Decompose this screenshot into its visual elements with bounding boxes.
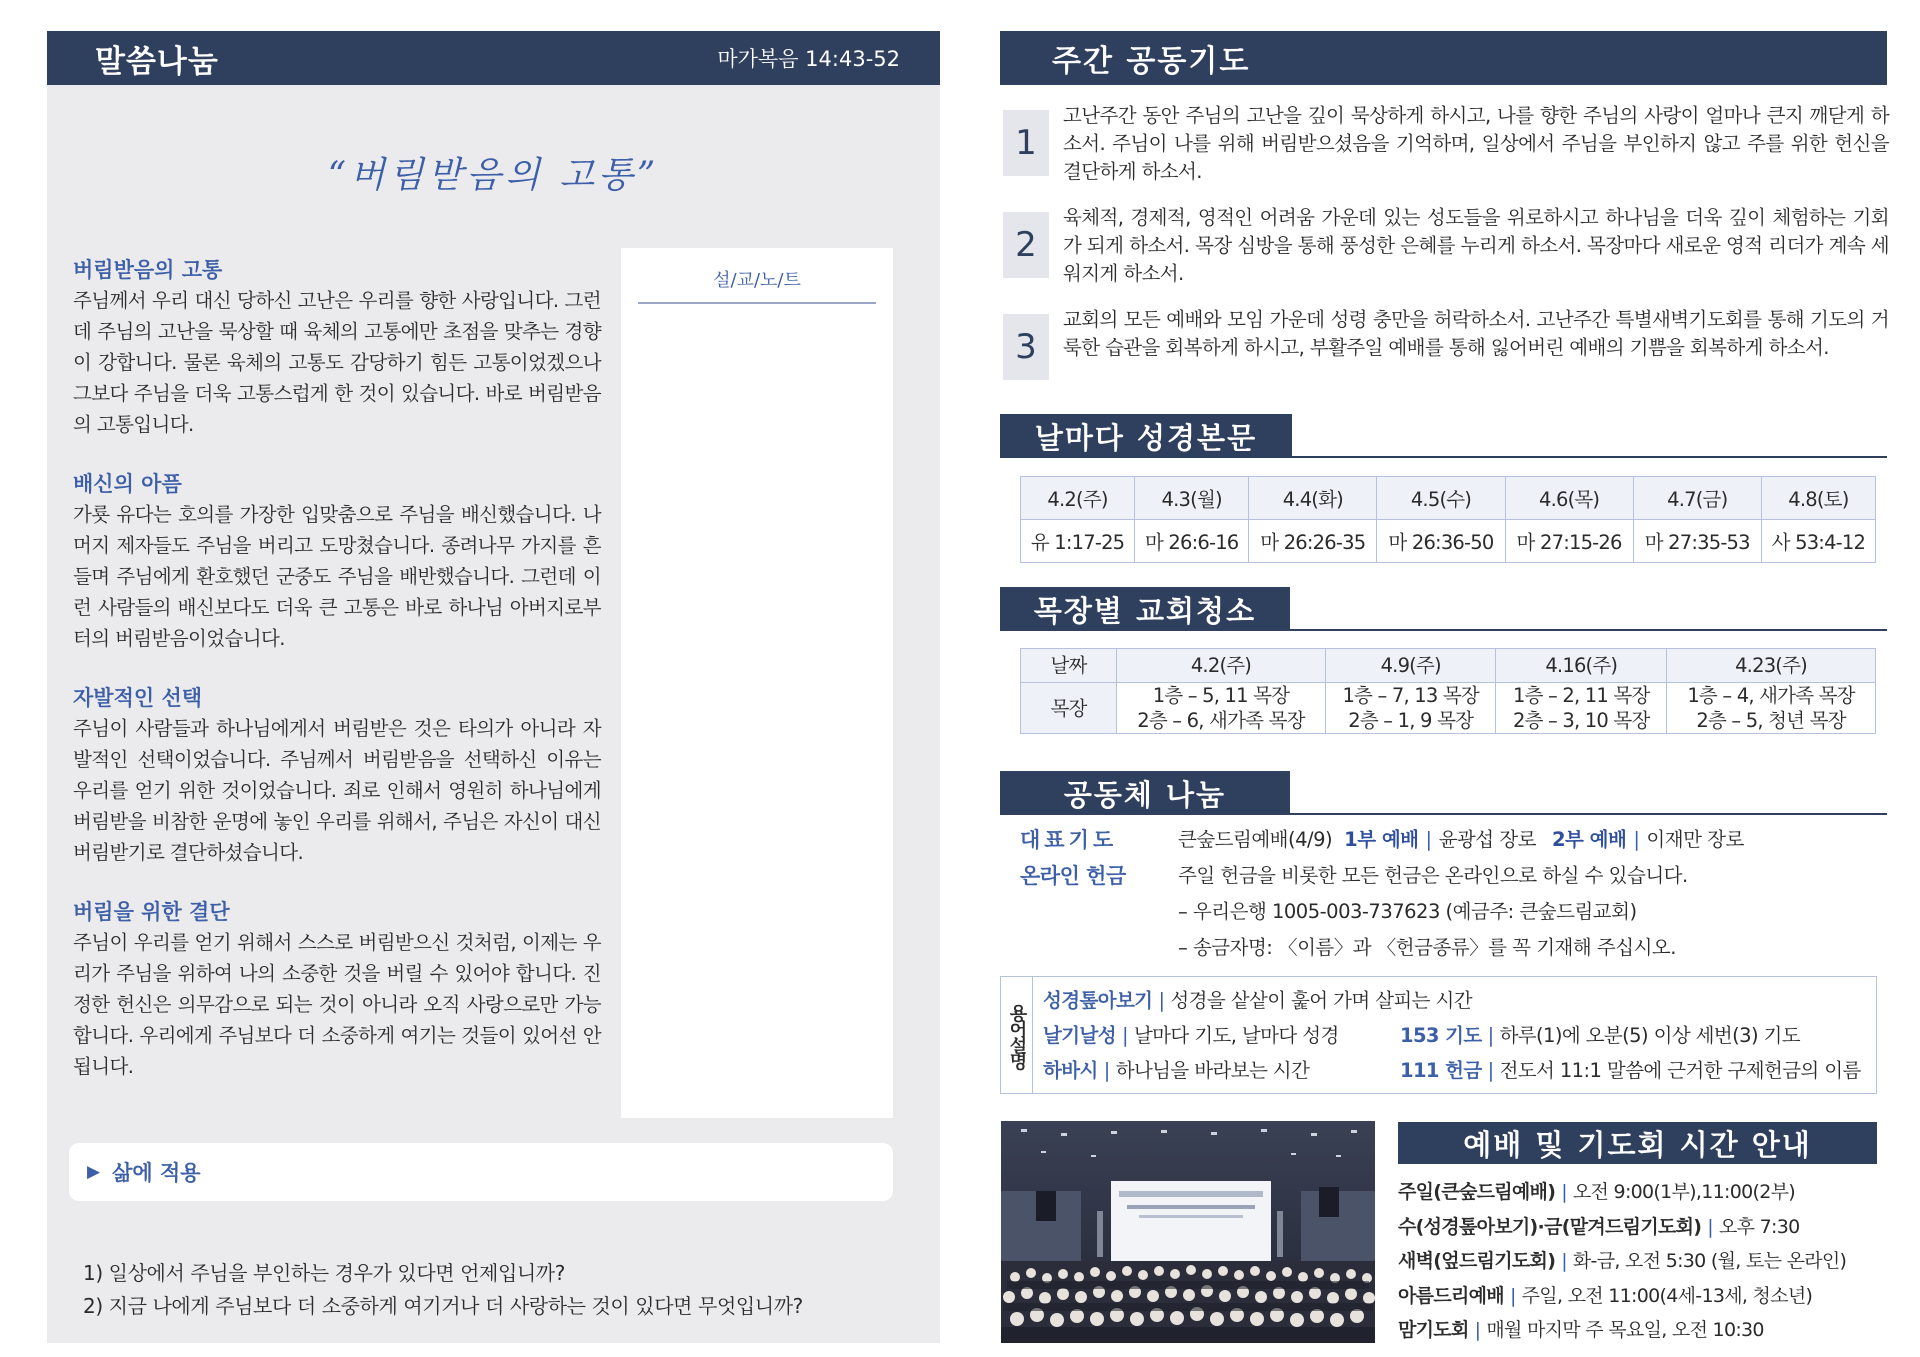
weekly-prayer-header: 주간 공동기도 <box>1000 31 1887 85</box>
section-body: 주님이 우리를 얻기 위해서 스스로 버림받으신 것처럼, 이제는 우리가 주님을 위하여 나의 소중한 것을 버릴 수 있어야 합니다. 진정한 헌신은 의무감으로 되는 것이 아니라 오직 사랑으로만 가능합니다. 우리에게 주님보다 더 소중하게 여기는 것들이 있어선 안 됩니다. <box>73 931 601 1078</box>
table-cell: 4.4(화) <box>1249 477 1377 520</box>
glossary-desc: 성경을 샅샅이 훑어 가며 살피는 시간 <box>1170 989 1472 1012</box>
prayer-item <box>1003 204 1889 288</box>
table-cell: 4.8(토) <box>1761 477 1875 520</box>
glossary-box <box>1000 976 1877 1094</box>
section-heading: 배신의 아픔 <box>73 472 182 496</box>
first-service-label: 1부 예배 <box>1344 828 1419 851</box>
sermon-section <box>73 683 601 868</box>
table-cell: 4.7(금) <box>1633 477 1761 520</box>
service-time: 오전 9:00(1부),11:00(2부) <box>1572 1181 1795 1203</box>
glossary-term: 날기날성 <box>1043 1024 1116 1047</box>
glossary-term: 111 헌금 <box>1400 1059 1482 1082</box>
service-row: 맘기도회 | 매월 마지막 주 목요일, 오전 10:30 <box>1398 1319 1764 1341</box>
table-cell: 4.9(주) <box>1325 649 1496 683</box>
congregation-photo-icon <box>1001 1121 1375 1343</box>
glossary-row: 하바시 | 하나님을 바라보는 시간 111 헌금 | 전도서 11:1 말씀에 근거한 구제헌금의 이름 <box>1043 1059 1861 1082</box>
table-cell: 마 27:35-53 <box>1633 520 1761 563</box>
service-time: 주일, 오전 11:00(4세-13세, 청소년) <box>1521 1284 1813 1307</box>
glossary-row: 성경톺아보기 | 성경을 샅샅이 훑어 가며 살피는 시간 <box>1043 983 1861 1018</box>
service-name: 맘기도회 <box>1398 1319 1469 1341</box>
prayer-text: 교회의 모든 예배와 모임 가운데 성령 충만을 허락하소서. 고난주간 특별새벽기도회를 통해 기도의 거룩한 습관을 회복하게 하시고, 부활주일 예배를 통해 잃어버린 예배의 기쁨을 회복하게 하소서. <box>1063 308 1889 359</box>
representative-prayer-row: 대표기도 큰숲드림예배(4/9) 1부 예배 | 윤광섭 장로 2부 예배 | 이재만 장로 <box>1020 822 1880 858</box>
sermon-note-label: 설/교/노/트 <box>713 270 801 291</box>
glossary-desc: 날마다 기도, 날마다 성경 <box>1133 1024 1339 1047</box>
prayer-item <box>1003 102 1889 186</box>
glossary-term: 하바시 <box>1043 1059 1098 1082</box>
table-cell: 4.3(월) <box>1135 477 1249 520</box>
cleaning-header: 목장별 교회청소 <box>1000 587 1290 631</box>
table-cell: 4.23(주) <box>1667 649 1876 683</box>
representative-prayer-label: 대표기도 <box>1020 828 1118 852</box>
service-row: 아름드리예배 | 주일, 오전 11:00(4세-13세, 청소년) <box>1398 1284 1813 1307</box>
service-time: 화-금, 오전 5:30 (월, 토는 온라인) <box>1572 1250 1847 1272</box>
triangle-right-icon: ▶ <box>87 1162 101 1182</box>
section-heading: 버림받음의 고통 <box>73 258 223 282</box>
service-name: 아름드리예배 <box>1398 1284 1504 1307</box>
glossary-desc: 하나님을 바라보는 시간 <box>1115 1059 1310 1082</box>
sermon-header <box>47 31 940 85</box>
table-cell: 유 1:17-25 <box>1021 520 1135 563</box>
cleaning-floor2: 2층 – 6, 새가족 목장 <box>1137 709 1305 732</box>
section-heading: 자발적인 선택 <box>73 686 203 710</box>
online-offering-label: 온라인 헌금 <box>1020 864 1126 888</box>
service-time: 오후 7:30 <box>1718 1215 1800 1238</box>
representative-prayer-event: 큰숲드림예배(4/9) <box>1178 828 1333 851</box>
sermon-section <box>73 469 601 654</box>
section-divider <box>1000 456 1887 458</box>
glossary-desc: 하루(1)에 오분(5) 이상 세번(3) 기도 <box>1499 1024 1801 1047</box>
cleaning-floor2: 2층 – 3, 10 목장 <box>1513 709 1650 732</box>
table-cell: 4.2(주) <box>1021 477 1135 520</box>
application-questions <box>83 1257 803 1323</box>
sermon-note-box <box>621 248 893 1118</box>
service-row: 새벽(엎드림기도회) | 화-금, 오전 5:30 (월, 토는 온라인) <box>1398 1250 1847 1272</box>
sermon-section-title: 말씀나눔 <box>95 43 219 80</box>
table-cell: 4.16(주) <box>1496 649 1667 683</box>
sermon-sections <box>73 255 601 1111</box>
service-time: 매월 마지막 주 목요일, 오전 10:30 <box>1486 1319 1764 1341</box>
table-cell: 목장 <box>1021 683 1117 734</box>
prayer-number: 2 <box>1003 212 1049 278</box>
first-service-elder: 윤광섭 장로 <box>1438 828 1536 851</box>
section-divider <box>1000 813 1887 815</box>
cleaning-floor2: 2층 – 5, 청년 목장 <box>1696 709 1846 732</box>
congregation-photo <box>1001 1121 1375 1343</box>
second-service-elder: 이재만 장로 <box>1646 828 1744 851</box>
table-cell <box>1667 683 1876 734</box>
cleaning-table <box>1020 648 1876 734</box>
table-cell: 마 27:15-26 <box>1505 520 1633 563</box>
section-body: 가룟 유다는 호의를 가장한 입맞춤으로 주님을 배신했습니다. 나머지 제자들도 주님을 버리고 도망쳤습니다. 종려나무 가지를 흔들며 주님에게 환호했던 군중도 주님을 배반했습니다. 그런데 이런 사람들의 배신보다도 더욱 큰 고통은 바로 하나님 아버지로부터의 버림받음이었습니다. <box>73 503 601 650</box>
cleaning-floor1: 1층 – 7, 13 목장 <box>1342 684 1479 707</box>
prayer-text: 고난주간 동안 주님의 고난을 깊이 묵상하게 하시고, 나를 향한 주님의 사랑이 얼마나 큰지 깨닫게 하소서. 주님이 나를 위해 버림받으셨음을 기억하며, 일상에서 주님을 부인하지 않고 주를 위한 헌신을 결단하게 하소서. <box>1063 104 1889 183</box>
table-cell <box>1117 683 1326 734</box>
community-news <box>1020 822 1880 966</box>
second-service-label: 2부 예배 <box>1551 828 1627 851</box>
life-application-bar <box>69 1143 893 1201</box>
online-offering-text: 주일 헌금을 비롯한 모든 헌금은 온라인으로 하실 수 있습니다. <box>1178 864 1688 887</box>
table-cell: 4.2(주) <box>1117 649 1326 683</box>
daily-reading-table <box>1020 476 1876 563</box>
service-times-list <box>1398 1175 1888 1348</box>
section-heading: 버림을 위한 결단 <box>73 900 230 924</box>
service-row: 수(성경톺아보기)·금(맡겨드림기도회) | 오후 7:30 <box>1398 1215 1800 1238</box>
table-cell <box>1496 683 1667 734</box>
life-application-label: 삶에 적용 <box>112 1161 201 1185</box>
community-header: 공동체 나눔 <box>1000 771 1290 815</box>
sermon-section <box>73 897 601 1082</box>
table-cell: 마 26:36-50 <box>1377 520 1505 563</box>
question-item: 2) 지금 나에게 주님보다 더 소중하게 여기거나 더 사랑하는 것이 있다면 무엇입니까? <box>83 1294 803 1318</box>
glossary-row: 날기날성 | 날마다 기도, 날마다 성경 153 기도 | 하루(1)에 오분(5) 이상 세번(3) 기도 <box>1043 1024 1801 1047</box>
daily-reading-header: 날마다 성경본문 <box>1000 414 1292 458</box>
service-name: 주일(큰숲드림예배) <box>1398 1181 1556 1203</box>
service-row: 주일(큰숲드림예배) | 오전 9:00(1부),11:00(2부) <box>1398 1181 1795 1203</box>
glossary-side-label <box>1001 977 1033 1093</box>
sermon-title: “버림받음의 고통” <box>327 155 660 196</box>
table-cell <box>1325 683 1496 734</box>
table-row <box>1021 520 1876 563</box>
service-name: 수(성경톺아보기)·금(맡겨드림기도회) <box>1398 1215 1702 1238</box>
prayer-number: 3 <box>1003 314 1049 380</box>
scripture-reference: 마가복음 14:43-52 <box>717 47 900 71</box>
sermon-section <box>73 255 601 440</box>
table-cell: 마 26:26-35 <box>1249 520 1377 563</box>
sermon-sharing-page <box>47 31 940 1343</box>
cleaning-floor2: 2층 – 1, 9 목장 <box>1348 709 1474 732</box>
table-row <box>1021 683 1876 734</box>
prayer-item <box>1003 306 1889 380</box>
section-divider <box>1000 629 1887 631</box>
table-cell: 4.6(목) <box>1505 477 1633 520</box>
glossary-body <box>1033 977 1861 1093</box>
cleaning-floor1: 1층 – 4, 새가족 목장 <box>1687 684 1855 707</box>
sender-instruction: – 송금자명: 〈이름〉과 〈헌금종류〉를 꼭 기재해 주십시오. <box>1178 936 1676 959</box>
cleaning-floor1: 1층 – 5, 11 목장 <box>1152 684 1290 707</box>
glossary-term: 성경톺아보기 <box>1043 989 1153 1012</box>
table-cell: 마 26:6-16 <box>1135 520 1249 563</box>
table-row <box>1021 477 1876 520</box>
prayer-number: 1 <box>1003 110 1049 176</box>
glossary-label: 용어설명 <box>1006 1004 1028 1068</box>
online-offering-row <box>1020 858 1880 894</box>
table-cell: 4.5(수) <box>1377 477 1505 520</box>
glossary-desc: 전도서 11:1 말씀에 근거한 구제헌금의 이름 <box>1499 1059 1861 1082</box>
service-name: 새벽(엎드림기도회) <box>1398 1250 1556 1272</box>
section-body: 주님이 사람들과 하나님에게서 버림받은 것은 타의가 아니라 자발적인 선택이었습니다. 주님께서 버림받음을 선택하신 이유는 우리를 얻기 위한 것이었습니다. 죄로 인해서 영원히 하나님에게 버림받을 비참한 운명에 놓인 우리를 위해서, 주님은 자신이 대신 버림받기로 결단하셨습니다. <box>73 717 601 864</box>
question-item: 1) 일상에서 주님을 부인하는 경우가 있다면 언제입니까? <box>83 1261 565 1285</box>
prayer-text: 육체적, 경제적, 영적인 어려움 가운데 있는 성도들을 위로하시고 하나님을 더욱 깊이 체험하는 기회가 되게 하소서. 목장 심방을 통해 풍성한 은혜를 누리게 하소서. 목장마다 새로운 영적 리더가 계속 세워지게 하소서. <box>1063 206 1889 285</box>
section-body: 주님께서 우리 대신 당하신 고난은 우리를 향한 사랑입니다. 그런데 주님의 고난을 묵상할 때 육체의 고통에만 초점을 맞추는 경향이 강합니다. 물론 육체의 고통도 감당하기 힘든 고통이었겠으나 그보다 주님을 더욱 고통스럽게 한 것이 있습니다. 바로 버림받음의 고통입니다. <box>73 289 601 436</box>
service-times-header: 예배 및 기도회 시간 안내 <box>1398 1122 1877 1164</box>
table-row <box>1021 649 1876 683</box>
bank-account: – 우리은행 1005-003-737623 (예금주: 큰숲드림교회) <box>1178 900 1637 923</box>
note-divider <box>638 302 876 304</box>
glossary-term: 153 기도 <box>1400 1024 1482 1047</box>
table-cell: 날짜 <box>1021 649 1117 683</box>
cleaning-floor1: 1층 – 2, 11 목장 <box>1513 684 1650 707</box>
table-cell: 사 53:4-12 <box>1761 520 1875 563</box>
